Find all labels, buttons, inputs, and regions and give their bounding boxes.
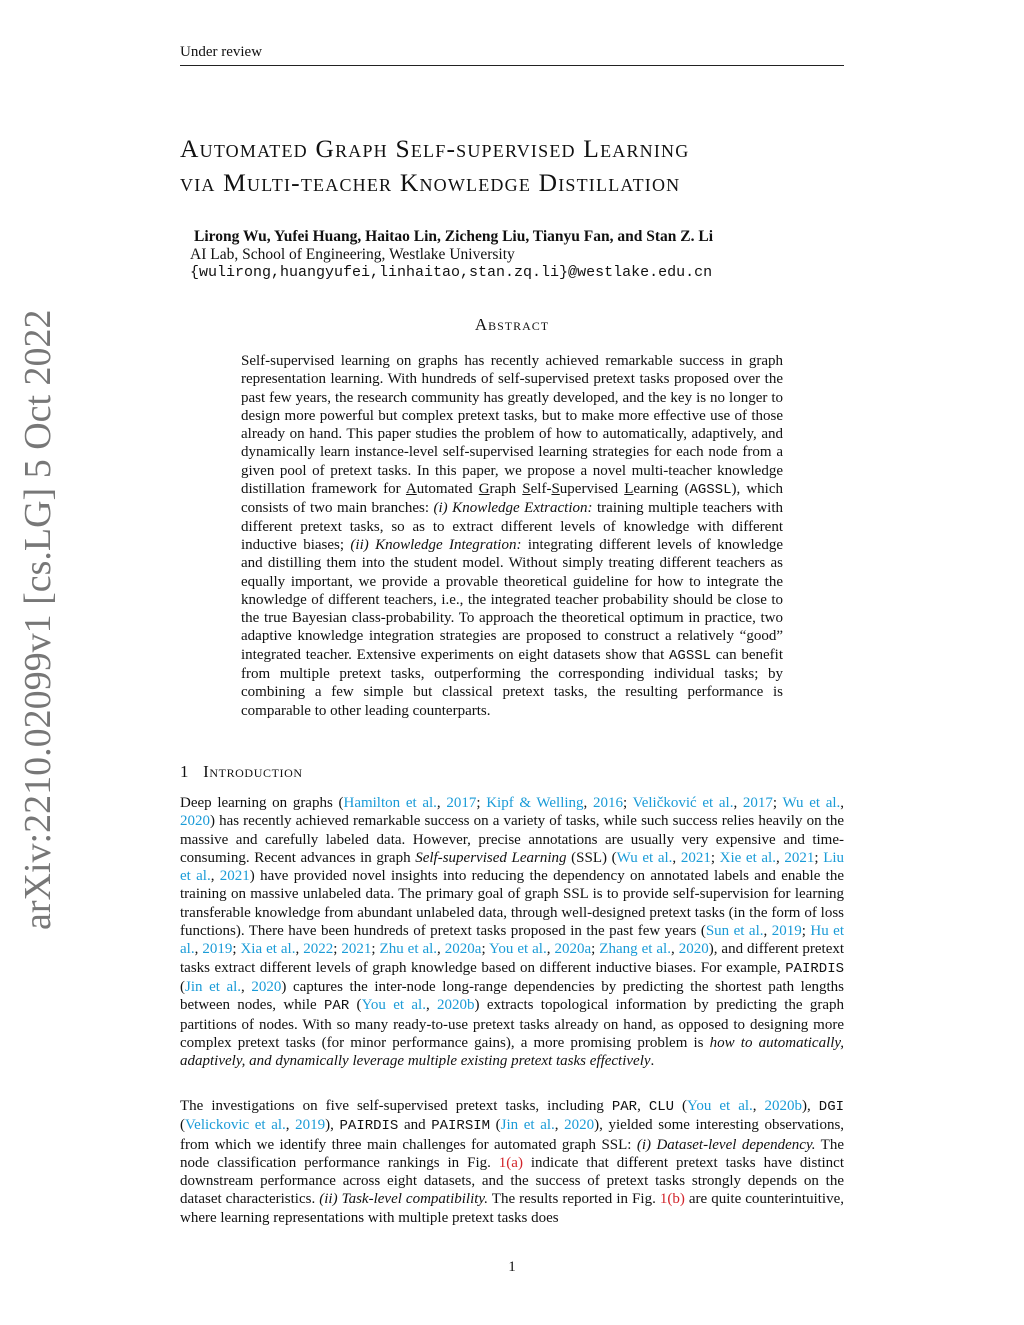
citation-link[interactable]: 2020 [678, 941, 709, 958]
citation-link[interactable]: 2020a [554, 941, 592, 958]
citation-link[interactable]: Jin et al. [500, 1117, 555, 1134]
citation-link[interactable]: 2022 [303, 941, 334, 958]
citation-link[interactable]: 2017 [446, 795, 477, 811]
citation-link[interactable]: Xia et al. [240, 941, 296, 958]
citation-link[interactable]: 2019 [295, 1117, 326, 1134]
author-list: Lirong Wu, Yufei Huang, Haitao Lin, Zicheng Liu, Tianyu Fan, and Stan Z. Li [194, 228, 714, 245]
citation-link[interactable]: Xie et al. [719, 849, 776, 866]
citation-link[interactable]: 2020 [564, 1117, 595, 1134]
section-heading-introduction: 1 Introduction [180, 762, 303, 781]
citation-link[interactable]: 2020 [180, 813, 210, 830]
abstract-body: Self-supervised learning on graphs has recently achieved remarkable success in graph representation learning. With hundreds of self-supervised pretext tasks proposed over the past few years, the research community has greatly developed, and the key is no longer to design more powerful but complex pretext tasks, but to make more effective use of those already on hand. This paper studies the problem of how to automatically, adaptively, and dynamically learn instance-level self-supervised learning strategies for each node from a given pool of pretext tasks. In this paper, we propose a novel multi-teacher knowledge distillation framework for Automated Graph Self-Supervised Learning (AGSSL), which consists of two main branches: (i) Knowledge Extraction: training multiple teachers with different pretext tasks, so as to extract different levels of knowledge with different inductive biases; (ii) Knowledge Integration: integrating different levels of knowledge and distilling them into the student model. Without simply treating different teachers as equally important, we provide a provable theoretical guideline for how to integrate the knowledge of different teachers, i.e., the integrated teacher probability should be close to the true Bayesian class-probability. To approach the theoretical optimum in practice, two adaptive knowledge integration strategies are proposed to construct a relatively “good” integrated teacher. Extensive experiments on eight datasets show that AGSSL can benefit from multiple pretext tasks, outperforming the corresponding individual tasks; by combining a few simple but classical pretext tasks, the resulting performance is comparable to other leading counterparts. [241, 353, 783, 719]
method-name: AGSSL [669, 647, 712, 664]
citation-link[interactable]: You et al. [361, 997, 426, 1014]
citation-link[interactable]: Hamilton et al. [343, 795, 437, 811]
citation-link[interactable]: Liu et al. [180, 849, 845, 885]
figure-ref-link[interactable]: 1(a) [498, 1154, 523, 1171]
citation-link[interactable]: You et al. [687, 1098, 753, 1114]
citation-link[interactable]: Sun et al. [705, 923, 764, 940]
citation-link[interactable]: Kipf & Welling [486, 795, 584, 811]
citation-link[interactable]: 2021 [219, 868, 250, 885]
citation-link[interactable]: Veličković et al. [632, 795, 734, 811]
citation-link[interactable]: Wu et al. [782, 795, 841, 811]
citation-link[interactable]: Jin et al. [185, 978, 242, 995]
citation-link[interactable]: 2020b [437, 997, 475, 1014]
abstract-heading: Abstract [474, 315, 550, 334]
citation-link[interactable]: Zhang et al. [599, 941, 671, 958]
citation-link[interactable]: 2020b [764, 1098, 803, 1114]
citation-link[interactable]: 2016 [592, 795, 623, 811]
citation-link[interactable]: 2021 [784, 849, 815, 866]
citation-link[interactable]: Hu et al. [180, 923, 844, 958]
citation-link[interactable]: 2019 [202, 941, 233, 958]
citation-link[interactable]: 2020a [444, 941, 482, 958]
citation-link[interactable]: Zhu et al. [379, 941, 438, 958]
title-line-1: Automated Graph Self-supervised Learning [180, 134, 690, 163]
citation-link[interactable]: You et al. [489, 941, 547, 958]
paper-title [180, 132, 860, 200]
running-header: Under review [180, 44, 263, 60]
citation-link[interactable]: 2019 [771, 923, 802, 940]
citation-link[interactable]: 2020 [251, 978, 282, 995]
affiliation: AI Lab, School of Engineering, Westlake University [190, 246, 515, 263]
author-emails: {wulirong,huangyufei,linhaitao,stan.zq.li}@westlake.edu.cn [190, 264, 713, 281]
intro-paragraph-2: The investigations on five self-supervised pretext tasks, including PAR, CLU (You et al., 2020b), DGI (Velickovic et al., 2019), PAIRDIS and PAIRSIM (Jin et al., 2020), yielded some interesting observations, from which we identify three main challenges for automated graph SSL: (i) Dataset-level dependency. The node classification performance rankings in Fig. 1(a) indicate that different pretext tasks have distinct downstream performance across eight datasets, and the success of pretext tasks strongly depends on the dataset characteristics. (ii) Task-level compatibility. The results reported in Fig. 1(b) are quite counterintuitive, where learning representations with multiple pretext tasks does [180, 1098, 845, 1226]
citation-link[interactable]: 2021 [680, 849, 711, 866]
header-rule [180, 65, 844, 66]
citation-link[interactable]: Wu et al. [616, 849, 673, 866]
citation-link[interactable]: 2017 [742, 795, 773, 811]
intro-paragraph-1: Deep learning on graphs (Hamilton et al., 2017; Kipf & Welling, 2016; Veličković et al., 2017; Wu et al., 2020) has recently achieved remarkable success on a variety of tasks, while such success relies heavily on the massive and carefully labeled data. However, precise annotations are usually very expensive and time-consuming. Recent advances in graph Self-supervised Learning (SSL) (Wu et al., 2021; Xie et al., 2021; Liu et al., 2021) have provided novel insights into reducing the dependency on annotated labels and enable the training on massive unlabeled data. The primary goal of graph SSL is to provide self-supervision for learning transferable knowledge from abundant unlabeled data, through well-designed pretext tasks (in the form of loss functions). There have been hundreds of pretext tasks proposed in the past few years (Sun et al., 2019; Hu et al., 2019; Xia et al., 2022; 2021; Zhu et al., 2020a; You et al., 2020a; Zhang et al., 2020), and different pretext tasks extract different levels of graph knowledge based on different inductive biases. For example, PAIRDIS (Jin et al., 2020) captures the inter-node long-range dependencies by predicting the shortest path lengths between nodes, while PAR (You et al., 2020b) extracts topological information by predicting the graph partitions of nodes. With so many ready-to-use pretext tasks already on hand, as opposed to designing more complex pretext tasks (for minor performance gains), a more promising problem is how to automatically, adaptively, and dynamically leverage multiple existing pretext tasks effectively. [180, 795, 845, 1070]
method-name: AGSSL [689, 482, 732, 499]
citation-link[interactable]: Velickovic et al. [185, 1117, 286, 1134]
page-number: 1 [508, 1259, 516, 1275]
arxiv-stamp: arXiv:2210.02099v1 [cs.LG] 5 Oct 2022 [17, 309, 59, 930]
figure-ref-link[interactable]: 1(b) [659, 1191, 685, 1208]
title-line-2: via Multi-teacher Knowledge Distillation [180, 168, 681, 197]
citation-link[interactable]: 2021 [341, 941, 372, 958]
